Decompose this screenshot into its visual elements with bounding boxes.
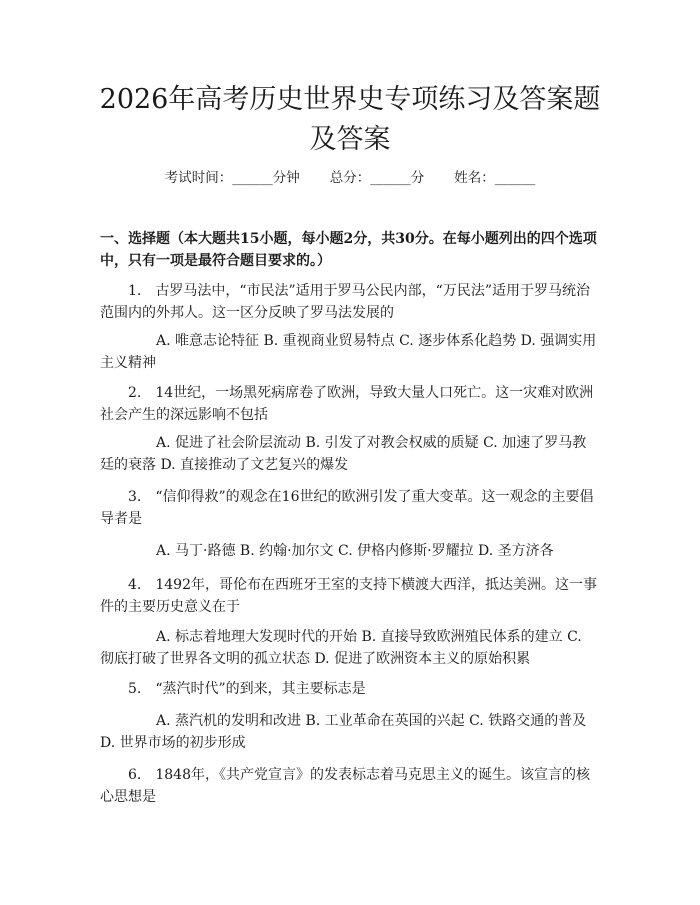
section-heading: 一、选择题（本大题共15小题，每小题2分，共30分。在每小题列出的四个选项中，只有一项是最符合题目要求的。） bbox=[100, 231, 597, 269]
question-1-options: A. 唯意志论特征 B. 重视商业贸易特点 C. 逐步体系化趋势 D. 强调实用主义精神 bbox=[100, 333, 597, 371]
exam-time-field: 考试时间：______分钟 bbox=[164, 170, 300, 186]
question-4-stem: 4. 1492年，哥伦布在西班牙王室的支持下横渡大西洋，抵达美洲。这一事件的主要历史意义在于 bbox=[100, 577, 597, 615]
question-options bbox=[100, 540, 600, 562]
question-options bbox=[100, 710, 600, 754]
question-stem bbox=[100, 574, 600, 618]
exam-info-line bbox=[0, 168, 700, 188]
question-5-options: A. 蒸汽机的发明和改进 B. 工业革命在英国的兴起 C. 铁路交通的普及 D. 世界市场的初步形成 bbox=[100, 713, 587, 751]
document-title: 2026年高考历史世界史专项练习及答案题及答案 bbox=[99, 84, 601, 155]
name-field: 姓名：______ bbox=[454, 170, 536, 186]
question-stem bbox=[100, 280, 600, 324]
total-score-field: 总分：______分 bbox=[329, 170, 425, 186]
question-stem bbox=[100, 382, 600, 426]
question-stem bbox=[100, 678, 600, 700]
question-5-stem: 5. “蒸汽时代”的到来，其主要标志是 bbox=[128, 681, 366, 697]
question-6-stem: 6. 1848年，《共产党宣言》的发表标志着马克思主义的诞生。该宣言的核心思想是 bbox=[100, 767, 590, 805]
question-2-stem: 2. 14世纪，一场黑死病席卷了欧洲，导致大量人口死亡。这一灾难对欧洲社会产生的深远影响不包括 bbox=[100, 385, 594, 423]
question-4-options: A. 标志着地理大发现时代的开始 B. 直接导致欧洲殖民体系的建立 C. 彻底打破了世界各文明的孤立状态 D. 促进了欧洲资本主义的原始积累 bbox=[100, 629, 582, 667]
question-options bbox=[100, 432, 600, 476]
question-2-options: A. 促进了社会阶层流动 B. 引发了对教会权威的质疑 C. 加速了罗马教廷的衰落 D. 直接推动了文艺复兴的爆发 bbox=[100, 435, 587, 473]
question-stem bbox=[100, 486, 600, 530]
question-options bbox=[100, 626, 600, 670]
question-3-stem: 3. “信仰得救”的观念在16世纪的欧洲引发了重大变革。这一观念的主要倡导者是 bbox=[100, 489, 594, 527]
question-options bbox=[100, 330, 600, 374]
question-stem bbox=[100, 764, 600, 808]
question-1-stem: 1. 古罗马法中，“市民法”适用于罗马公民内部，“万民法”适用于罗马统治范围内的外邦人。这一区分反映了罗马法发展的 bbox=[100, 283, 590, 321]
question-3-options: A. 马丁·路德 B. 约翰·加尔文 C. 伊格内修斯·罗耀拉 D. 圣方济各 bbox=[156, 543, 554, 559]
